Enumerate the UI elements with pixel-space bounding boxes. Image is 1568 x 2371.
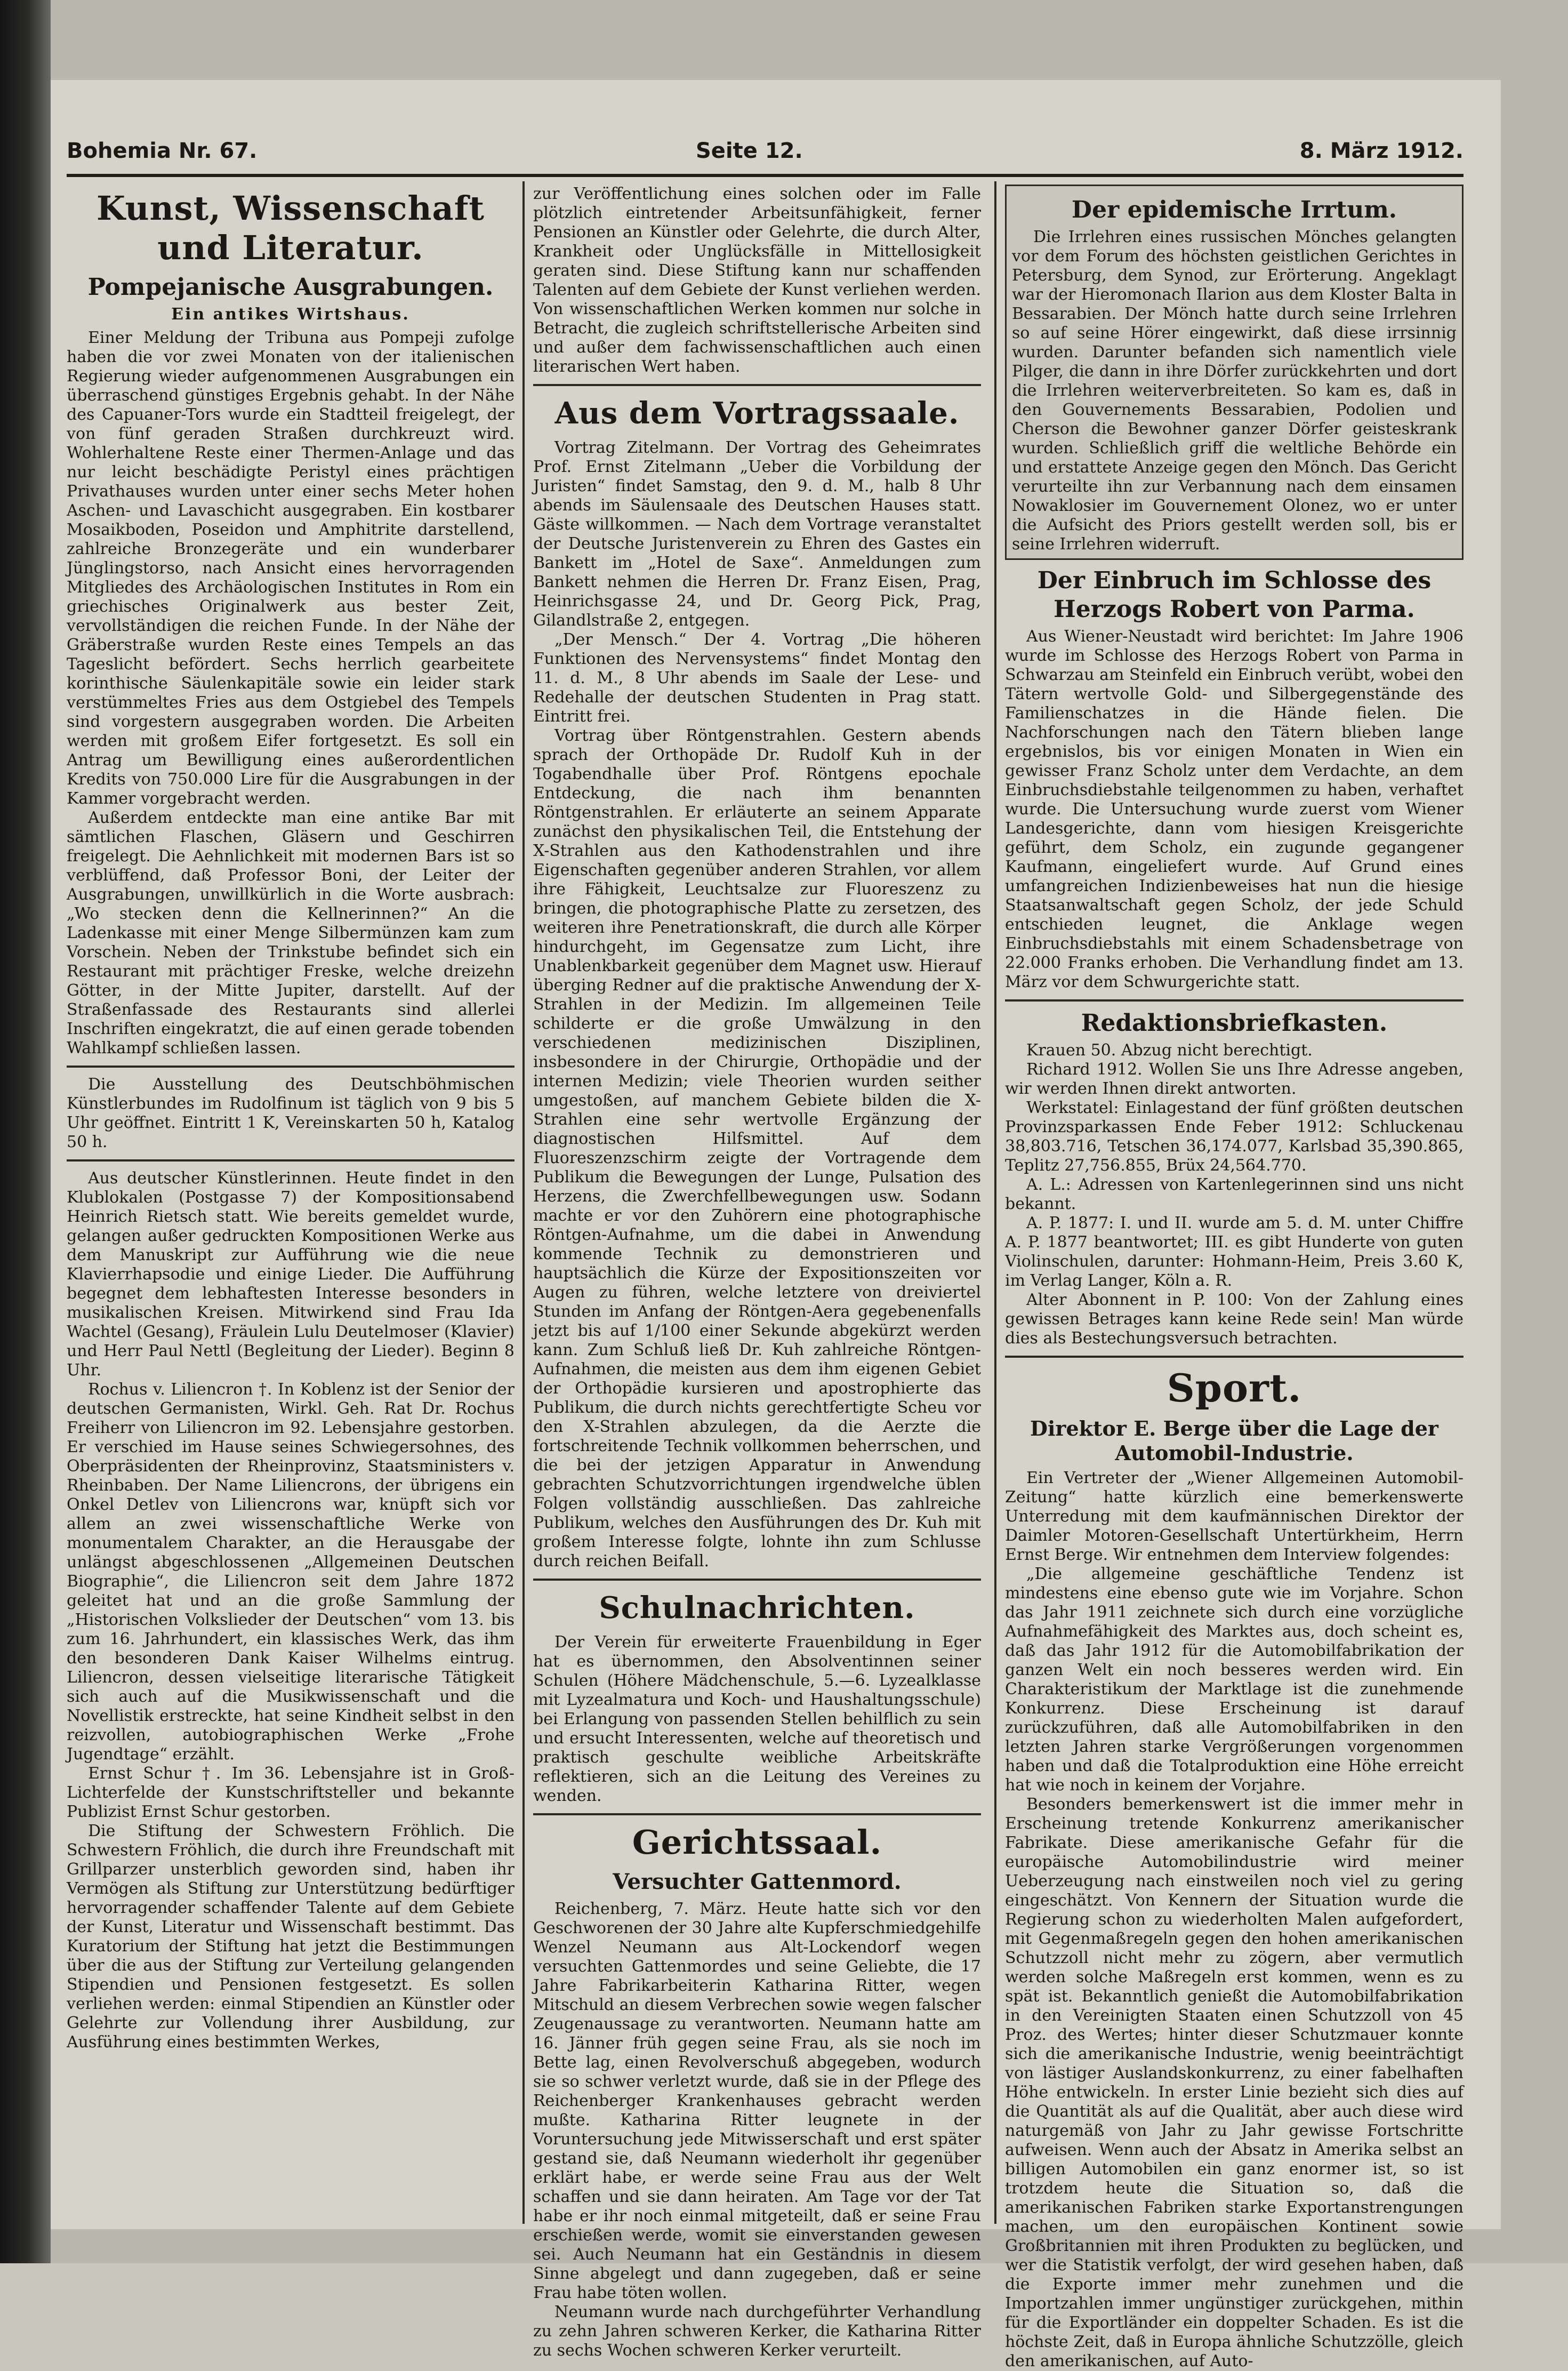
article-paragraph: Die Ausstellung des Deutschböhmischen Künstlerbundes im Rudolfinum ist täglich von 9 bis 5 Uhr geöffnet. Eintritt 1 K, Vereinskarten 50 h, Katalog 50 h. — [67, 1075, 514, 1151]
letterbox-item: Alter Abonnent in P. 100: Von der Zahlung eines gewissen Betrages kann keine Rede sein! Man würde dies als Bestechungsversuch betrachten. — [1005, 1291, 1464, 1348]
article-title-irrtum: Der epidemische Irrtum. — [1071, 196, 1397, 223]
article-paragraph: Rochus v. Liliencron †. In Koblenz ist der Senior der deutschen Germanisten, Wirkl. Geh. Rat Dr. Rochus Freiherr von Liliencron im 92. Lebensjahre gestorben. Er verschied im Hause seines Schwiegersohnes, des Oberpräsidenten der Rheinprovinz, Staatsministers v. Rheinbaben. Der Name Liliencrons, der übrigens ein Onkel Detlev von Liliencrons war, knüpft sich vor allem an zwei wissenschaftliche Werke von monumentalem Charakter, an die Herausgabe der unlängst abgeschlossenen „Allgemeinen Deutschen Biographie“, die Liliencron seit dem Jahre 1872 geleitet hat und an die große Sammlung der „Historischen Volkslieder der Deutschen“ vom 13. bis zum 16. Jahrhundert, ein klassisches Werk, das ihm den besonderen Dank Kaiser Wilhelms eintrug. Liliencron, dessen vielseitige literarische Tätigkeit sich auch auf die Musikwissenschaft und die Novellistik erstreckte, hat seine Kindheit selbst in den reizvollen, autobiographischen Werke „Frohe Jugendtage“ erzählt. — [67, 1380, 514, 1764]
article-paragraph: Außerdem entdeckte man eine antike Bar mit sämtlichen Flaschen, Gläsern und Geschirren freigelegt. Die Aehnlichkeit mit modernen Bars ist so verblüffend, daß Professor Boni, der Leiter der Ausgrabungen, unwillkürlich in die Worte ausbrach: „Wo stecken denn die Kellnerinnen?“ An die Ladenkasse mit einer Menge Silbermünzen kam zum Vorschein. Neben der Trinkstube befindet sich ein Restaurant mit prächtiger Freske, welche dreizehn Götter, in der Mitte Jupiter, darstellt. Auf der Straßenfassade des Restaurants sind allerlei Inschriften eingekratzt, die auf einen gerade tobenden Wahlkampf schließen lassen. — [67, 808, 514, 1058]
article-paragraph: Einer Meldung der Tribuna aus Pompeji zufolge haben die vor zwei Monaten von der italienischen Regierung wieder aufgenommenen Ausgrabungen ein überraschend günstiges Ergebnis gehabt. In der Nähe des Capuaner-Tors wurde ein Stadtteil freigelegt, der von fünf geraden Straßen durchkreuzt wird. Wohlerhaltene Reste einer Thermen-Anlage und das nur leicht beschädigte Peristyl eines prächtigen Privathauses wurden unter einer sechs Meter hohen Aschen- und Lavaschicht ausgegraben. Ein kostbarer Mosaikboden, Poseidon und Amphitrite darstellend, zahlreiche Bronzegeräte und ein wunderbarer Jünglingstorso, nach Ansicht eines hervorragenden Mitgliedes des Archäologischen Institutes in Rom ein griechisches Originalwerk aus bester Zeit, vervollständigen die reichen Funde. In der Nähe der Gräberstraße wurden Reste eines Tempels an das Tageslicht befördert. Sechs herrlich gearbeitete korinthische Säulenkapitäle sowie ein leider stark verstümmeltes Fries aus dem Ostgiebel des Tempels sind vorgestern ausgegraben worden. Die Arbeiten werden mit großem Eifer fortgesetzt. Es soll ein Antrag um Bewilligung eines außerordentlichen Kredits von 750.000 Lire für die Ausgrabungen in der Kammer vorgebracht werden. — [67, 329, 514, 808]
boxed-article — [1005, 185, 1464, 560]
column-rule-2 — [994, 181, 996, 2224]
article-paragraph: Neumann wurde nach durchgeführter Verhandlung zu zehn Jahren schweren Kerker, die Katharina Ritter zu sechs Wochen schweren Kerker verurteilt. — [533, 2303, 981, 2360]
article-paragraph: zur Veröffentlichung eines solchen oder im Falle plötzlich eintretender Arbeitsunfähigkeit, ferner Pensionen an Künstler oder Gelehrte, die durch Alter, Krankheit oder Unglücksfälle in Mittellosigkeit geraten sind. Diese Stiftung kann nur schaffenden Talenten auf dem Gebiete der Kunst verliehen werden. Von wissenschaftlichen Werken kommen nur solche in Betracht, die zugleich schriftstellerische Arbeiten sind und außer dem fachwissenschaftlichen auch einen literarischen Wert haben. — [533, 185, 981, 376]
column-3 — [1005, 185, 1464, 2370]
divider — [533, 1579, 981, 1581]
section-title-briefkasten: Redaktionsbriefkasten. — [1081, 1010, 1388, 1037]
divider — [533, 1813, 981, 1815]
header-date: 8. März 1912. — [1299, 139, 1464, 163]
article-paragraph: Die Irrlehren eines russischen Mönches gelangten vor dem Forum des höchsten geistlichen Gerichtes in Petersburg, dem Synod, zur Erörterung. Angeklagt war der Hieromonach Ilarion aus dem Kloster Balta in Bessarabien. Der Mönch hatte durch seine Irrlehren so auf seine Hörer eingewirkt, daß diese irrsinnig wurden. Darunter befanden sich namentlich viele Pilger, die dann in ihre Dörfer zurückkehrten und dort die Irrlehren weiterverbreiteten. So kam es, daß in den Gouvernements Bessarabien, Podolien und Cherson die Bewohner ganzer Dörfer geisteskrank wurden. Schließlich griff die weltliche Behörde ein und erstattete Anzeige gegen den Mönch. Das Gericht verurteilte ihn zur Verbannung nach dem einsamen Nowaklosier im Gouvernement Olonez, wo er unter die Aufsicht des Priors gestellt werden soll, bis er seine Irrlehren widerruft. — [1012, 228, 1457, 554]
article-paragraph: Der Verein für erweiterte Frauenbildung in Eger hat es übernommen, den Absolventinnen seiner Schulen (Höhere Mädchenschule, 5.—6. Lyzealklasse mit Lyzealmatura und Koch- und Haushaltungsschule) bei Erlangung von passenden Stellen behilflich zu sein und ersucht Interessenten, welche auf theoretisch und praktisch geschulte weibliche Arbeitskräfte reflektieren, sich an die Leitung des Vereines zu wenden. — [533, 1633, 981, 1805]
divider — [533, 384, 981, 386]
book-binding-edge — [0, 0, 51, 2263]
article-subtitle-pompeji: Ein antikes Wirtshaus. — [171, 305, 410, 324]
divider — [67, 1159, 514, 1162]
article-title-pompeji: Pompejanische Ausgrabungen. — [87, 274, 494, 301]
newspaper-page — [51, 80, 1501, 2370]
article-paragraph: „Die allgemeine geschäftliche Tendenz ist mindestens eine ebenso gute wie im Vorjahre. Schon das Jahr 1911 zeichnete sich durch eine vorzügliche Aufnahmefähigkeit des Marktes aus, doch scheint es, daß das Jahr 1912 für die Automobilfabrikation der ganzen Welt ein noch besseres werden wird. Ein Charakteristikum der Marktlage ist die zunehmende Konkurrenz. Diese Erscheinung ist darauf zurückzuführen, daß alle Automobilfabriken in den letzten Jahren starke Vergrößerungen vorgenommen haben und daß die Totalproduktion eine Höhe erreicht hat wie noch in keinem der Vorjahre. — [1005, 1565, 1464, 1795]
article-paragraph: Die Stiftung der Schwestern Fröhlich. Die Schwestern Fröhlich, die durch ihre Freundschaft mit Grillparzer unsterblich geworden sind, haben ihr Vermögen als Stiftung zur Unterstützung bedürftiger hervorragender schaffender Talente auf dem Gebiete der Kunst, Literatur und Wissenschaft bestimmt. Das Kuratorium der Stiftung hat jetzt die Bestimmungen über die aus der Stiftung zur Verteilung gelangenden Stipendien und Pensionen festgesetzt. Es sollen verliehen werden: einmal Stipendien an Künstler oder Gelehrte zur Vollendung ihrer Ausbildung, zur Ausführung eines bestimmten Werkes, — [67, 1822, 514, 2052]
article-paragraph: Ein Vertreter der „Wiener Allgemeinen Automobil-Zeitung“ hatte kürzlich eine bemerkenswerte Unterredung mit dem kaufmännischen Direktor der Daimler Motoren-Gesellschaft Untertürkheim, Herrn Ernst Berge. Wir entnehmen dem Interview folgendes: — [1005, 1469, 1464, 1564]
column-rule-1 — [522, 181, 525, 2224]
section-title-vortragssaal: Aus dem Vortragssaale. — [554, 396, 960, 431]
section-title-schulnachrichten: Schulnachrichten. — [599, 1590, 915, 1625]
article-paragraph: „Der Mensch.“ Der 4. Vortrag „Die höheren Funktionen des Nervensystems“ findet Montag den 11. d. M., 8 Uhr abends im Saale der Lese- und Redehalle der deutschen Studenten in Prag statt. Eintritt frei. — [533, 630, 981, 726]
article-paragraph: Reichenberg, 7. März. Heute hatte sich vor den Geschworenen der 30 Jahre alte Kupferschmiedgehilfe Wenzel Neumann aus Alt-Lockendorf wegen versuchten Gattenmordes und seine Geliebte, die 17 Jahre Fabrikarbeiterin Katharina Ritter, wegen Mitschuld an diesem Verbrechen sowie wegen falscher Zeugenaussage zu verantworten. Neumann hatte am 16. Jänner früh gegen seine Frau, als sie noch im Bette lag, einen Revolverschuß abgegeben, wodurch sie so schwer verletzt wurde, daß sie in der Pflege des Reichenberger Krankenhauses gebracht werden mußte. Katharina Ritter leugnete in der Voruntersuchung jede Mitwisserschaft und erst später gestand sie, daß Neumann wiederholt ihr gegenüber erklärt habe, er werde seine Frau aus der Welt schaffen und sie dann heiraten. Am Tage vor der Tat habe er ihr noch einmal mitgeteilt, daß er seine Frau erschießen werde, womit sie einverstanden gewesen sei. Auch Neumann hat ein Geständnis in diesem Sinne abgelegt und dann zugegeben, daß er seine Frau habe töten wollen. — [533, 1900, 981, 2302]
header-page-number: Seite 12. — [696, 139, 803, 163]
header-rule — [67, 174, 1464, 177]
article-paragraph: Aus Wiener-Neustadt wird berichtet: Im Jahre 1906 wurde im Schlosse des Herzogs Robert von Parma in Schwarzau am Steinfeld ein Einbruch verübt, wobei den Tätern wertvolle Gold- und Silbergegenstände des Familienschatzes in die Hände fielen. Die Nachforschungen nach den Tätern blieben lange ergebnislos, bis vor einigen Monaten in Wien ein gewisser Franz Scholz unter dem Verdachte, an dem Einbruchsdiebstahle teilgenommen zu haben, verhaftet wurde. Die Untersuchung wurde zuerst vom Wiener Landesgerichte, dann vom hiesigen Kreisgerichte geführt, dem Scholz, ein zugunde gegangener Kaufmann, eingeliefert wurde. Auf Grund eines umfangreichen Indizienbeweises hat nun die hiesige Staatsanwaltschaft gegen Scholz, der jede Schuld entschieden leugnet, die Anklage wegen Einbruchsdiebstahls mit einem Schadensbetrage von 22.000 Franks erhoben. Die Verhandlung findet am 13. März vor dem Schwurgerichte statt. — [1005, 627, 1464, 991]
article-paragraph: Vortrag Zitelmann. Der Vortrag des Geheimrates Prof. Ernst Zitelmann „Ueber die Vorbildung der Juristen“ findet Samstag, den 9. d. M., halb 8 Uhr abends im Säulensaale des Deutschen Hauses statt. Gäste willkommen. — Nach dem Vortrage veranstaltet der Deutsche Juristenverein zu Ehren des Gastes ein Bankett im „Hotel de Saxe“. Anmeldungen zum Bankett nehmen die Herren Dr. Franz Eisen, Prag, Heinrichsgasse 24, und Dr. Georg Pick, Prag, Gilandlstraße 2, entgegen. — [533, 438, 981, 630]
divider — [1005, 1356, 1464, 1358]
article-paragraph: Besonders bemerkenswert ist die immer mehr in Erscheinung tretende Konkurrenz amerikanischer Fabrikate. Diese amerikanische Gefahr für die europäische Automobilindustrie wird meiner Ueberzeugung nach einstweilen noch viel zu gering eingeschätzt. Von Kennern der Situation wurde die Regierung schon zu wiederholten Malen aufgefordert, mit Gegenmaßregeln gegen den hohen amerikanischen Schutzzoll nicht mehr zu zögern, aber vermutlich werden solche Maßregeln erst kommen, wenn es zu spät ist. Bekanntlich genießt die Automobilfabrikation in den Vereinigten Staaten einen Schutzzoll von 45 Proz. des Wertes; hinter dieser Schutzmauer konnte sich die amerikanische Industrie, wenig beeinträchtigt von lästiger Auslandskonkurrenz, zu einer fabelhaften Höhe entwickeln. In erster Linie bezieht sich dies auf die Quantität als auf die Qualität, aber auch diese wird naturgemäß von Jahr zu Jahr gewisse Fortschritte aufweisen. Wenn auch der Absatz in Amerika selbst an billigen Automobilen ein ganz enormer ist, so ist trotzdem heute die Situation so, daß die amerikanischen Fabriken starke Exportanstrengungen machen, um den europäischen Kontinent sowie Großbritannien mit ihren Produkten zu beglücken, und wer die Statistik verfolgt, der wird gesehen haben, daß die Exporte immer mehr zunehmen und die Importzahlen immer ungünstiger zurückgehen, mithin für die Exportländer ein doppelter Schaden. Es ist die höchste Zeit, daß in Europa ähnliche Schutzzölle, gleich den amerikanischen, auf Auto- — [1005, 1795, 1464, 2370]
letterbox-item: Werkstatel: Einlagestand der fünf größten deutschen Provinzsparkassen Ende Feber 1912: Schluckenau 38,803.716, Tetschen 36,174.077, Karlsbad 35,390.865, Teplitz 27,756.855, Brüx 24,564.770. — [1005, 1099, 1464, 1175]
header-issue: Bohemia Nr. 67. — [67, 139, 258, 163]
article-paragraph: Vortrag über Röntgenstrahlen. Gestern abends sprach der Orthopäde Dr. Rudolf Kuh in der Togabendhalle über Prof. Röntgens epochale Entdeckung, die nach ihm benannten Röntgenstrahlen. Er erläuterte an seinem Apparate zunächst den physikalischen Teil, die Entstehung der X-Strahlen aus den Kathodenstrahlen und ihre Eigenschaften gegenüber anderen Strahlen, vor allem ihre Fähigkeit, Leuchtsalze zur Fluoreszenz zu bringen, die photographische Platte zu zersetzen, des weiteren ihre Penetrationskraft, die durch alle Körper hindurchgeht, im Gegensatze zum Licht, ihre Unablenkbarkeit gegenüber dem Magnet usw. Hierauf überging Redner auf die praktische Anwendung der X-Strahlen in der Medizin. Im allgemeinen Teile schilderte er die große Umwälzung in den verschiedenen medizinischen Disziplinen, insbesondere in der Chirurgie, Orthopädie und der internen Medizin; viele Theorien wurden seither umgestoßen, auf manchem Gebiete bilden die X-Strahlen eine sehr wertvolle Ergänzung der diagnostischen Hilfsmittel. Auf dem Fluoreszenzschirm zeigte der Vortragende dem Publikum die Bewegungen der Lunge, Pulsation des Herzens, die Zwerchfellbewegungen usw. Sodann machte er vor den Zuhörern eine photographische Röntgen-Aufnahme, um die dabei in Anwendung kommende Technik zu demonstrieren und hauptsächlich die Kürze der Expositionszeiten vor Augen zu führen, welche letztere von dreiviertel Stunden im Anfang der Röntgen-Aera gegebenenfalls jetzt bis auf 1/100 einer Sekunde abgekürzt werden kann. Zum Schluß ließ Dr. Kuh zahlreiche Röntgen-Aufnahmen, die meisten aus dem ihm eigenen Gebiet der Orthopädie kursieren und apostrophierte das Publikum, die durch nichts gerechtfertigte Scheu vor den X-Strahlen abzulegen, da die Aerzte die fortschreitende Technik vollkommen beherrschen, und die bei der jetzigen Apparatur in Anwendung gebrachten Schutzvorrichtungen irgendwelche üblen Folgen vollständig ausschließen. Das zahlreiche Publikum, welches den Ausführungen des Dr. Kuh mit großem Interesse folgte, lohnte ihn zum Schlusse durch reichen Beifall. — [533, 726, 981, 1571]
section-title-sport: Sport. — [1167, 1365, 1302, 1411]
letterbox-item: A. P. 1877: I. und II. wurde am 5. d. M. unter Chiffre A. P. 1877 beantwortet; III. es gibt Hunderte von guten Violinschulen, darunter: Hohmann-Heim, Preis 3.60 K, im Verlag Langer, Köln a. R. — [1005, 1214, 1464, 1290]
article-paragraph: Aus deutscher Künstlerinnen. Heute findet in den Klublokalen (Postgasse 7) der Kompositionsabend Heinrich Rietsch statt. Wie bereits gemeldet wurde, gelangen außer gedruckten Kompositionen Werke aus dem Manuskript zur Aufführung wie die neue Klavierrhapsodie und einige Lieder. Die Aufführung begegnet dem lebhaftesten Interesse besonders in musikalischen Kreisen. Mitwirkend sind Frau Ida Wachtel (Gesang), Fräulein Lulu Deutelmoser (Klavier) und Herr Paul Nettl (Begleitung der Lieder). Beginn 8 Uhr. — [67, 1169, 514, 1380]
section-title-gerichtssaal: Gerichtssaal. — [632, 1823, 882, 1862]
divider — [67, 1066, 514, 1068]
article-title-einbruch: Der Einbruch im Schlosse des Herzogs Robert von Parma. — [1037, 567, 1432, 623]
article-title-berge: Direktor E. Berge über die Lage der Automobil-Industrie. — [1030, 1416, 1438, 1465]
letterbox-item: A. L.: Adressen von Kartenlegerinnen sind uns nicht bekannt. — [1005, 1175, 1464, 1213]
letterbox-item: Krauen 50. Abzug nicht berechtigt. — [1026, 1041, 1313, 1060]
column-2 — [533, 185, 981, 2360]
page-header — [67, 139, 1464, 176]
divider — [1005, 999, 1464, 1002]
article-paragraph: Ernst Schur †. Im 36. Lebensjahre ist in Groß-Lichterfelde der Kunstschriftsteller und bekannte Publizist Ernst Schur gestorben. — [67, 1764, 514, 1821]
column-1 — [67, 185, 514, 2227]
letterbox-item: Richard 1912. Wollen Sie uns Ihre Adresse angeben, wir werden Ihnen direkt antworten. — [1005, 1060, 1464, 1098]
section-title-kunst: Kunst, Wissenschaft und Literatur. — [96, 189, 485, 267]
article-title-gattenmord: Versuchter Gattenmord. — [613, 1869, 902, 1894]
